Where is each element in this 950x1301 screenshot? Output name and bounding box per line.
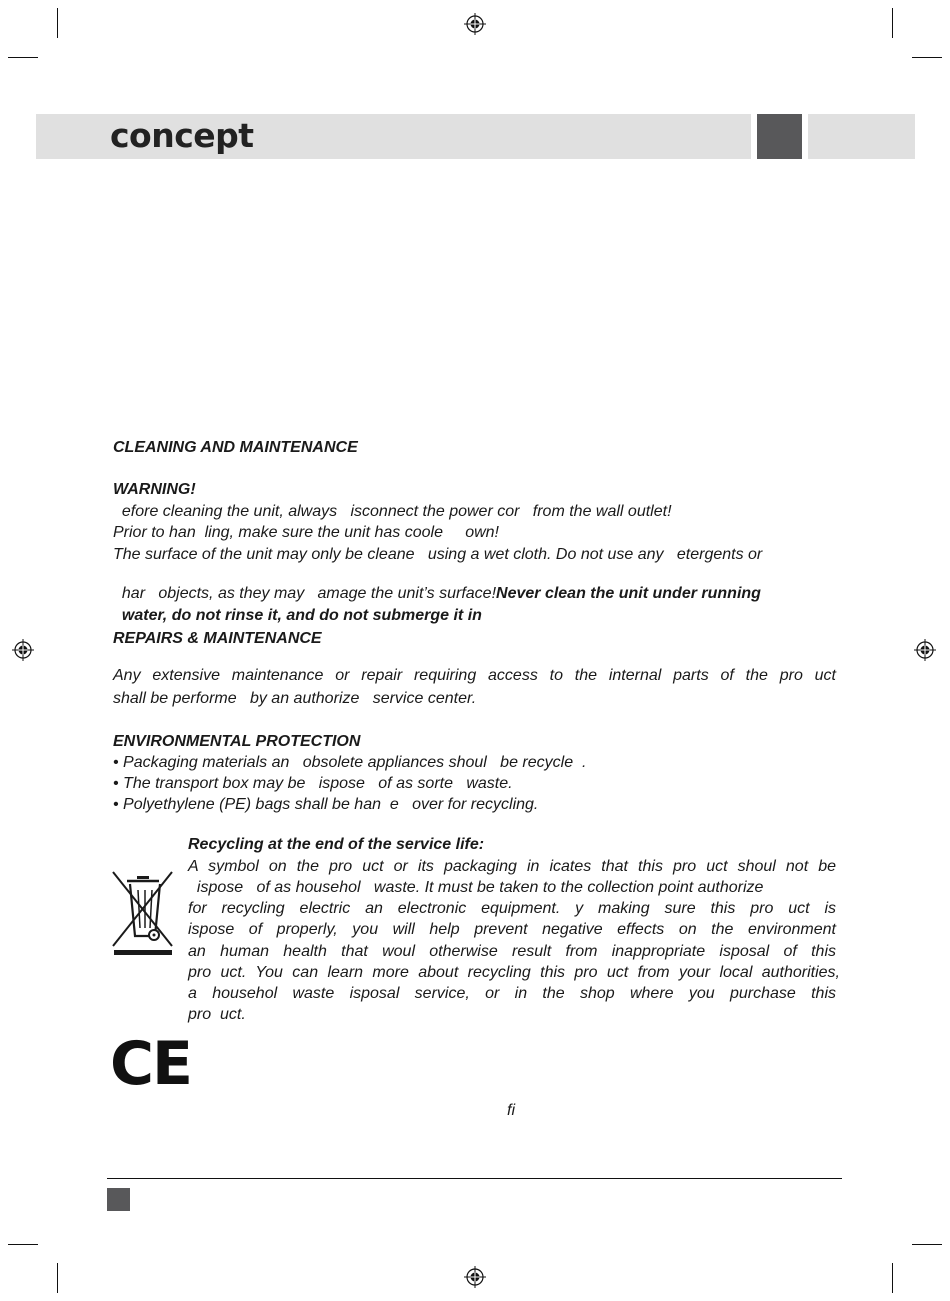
repairs-line: shall be performe by an authorize service center. [113,690,477,707]
recycling-line: A symbol on the pro uct or its packaging in icates that this pro uct shoul not be [188,858,836,875]
crossed-bin-icon [110,870,176,958]
header-accent-block [757,114,802,159]
recycling-line: ispose of as househol waste. It must be taken to the collection point authorize [188,879,764,896]
recycling-title [188,836,484,854]
warning-line: Prior to han ling, make sure the unit has coole own! [113,524,499,541]
crop-mark [57,8,58,38]
warning-line [113,589,482,625]
environment-bullet: • The transport box may be ispose of as sorte waste. [113,775,513,792]
recycling-line: for recycling electric an electronic equipment. y making sure this pro uct is [188,900,836,917]
header-tab-block [808,114,915,159]
section-title-environment: ENVIRONMENTAL PROTECTION [113,733,361,750]
crop-mark [892,8,893,38]
recycling-line: an human health that woul otherwise result from inappropriate isposal of this [188,943,836,960]
recycling-line: a househol waste isposal service, or in the shop where you purchase this [188,985,836,1002]
footnote: fi [507,1102,515,1119]
crop-mark [57,1263,58,1293]
environment-bullet: • Polyethylene (PE) bags shall be han e over for recycling. [113,796,539,813]
ce-mark: CE [110,1029,192,1099]
page-marker [107,1188,130,1211]
crop-mark [892,1263,893,1293]
registration-mark-icon [914,639,936,661]
recycling-line: pro uct. [188,1006,246,1023]
recycling-line: pro uct. You can learn more about recycling this pro uct from your local authorities, [188,964,840,981]
crop-mark [912,1244,942,1245]
brand-logo: concept [110,116,254,155]
warning-emphasis: Never clean the unit under running [496,585,761,602]
footer-rule [107,1178,842,1179]
warning-line: The surface of the unit may only be cleane using a wet cloth. Do not use any etergents or [113,546,763,563]
environment-bullet: • Packaging materials an obsolete appliances shoul be recycle . [113,754,587,771]
section-title-cleaning: CLEANING AND MAINTENANCE [113,439,358,456]
recycling-line: ispose of properly, you will help prevent negative effects on the environment [188,921,836,938]
registration-mark-icon [464,1266,486,1288]
warning-title: WARNING! [113,481,196,498]
crop-mark [912,57,942,58]
registration-mark-icon [12,639,34,661]
registration-mark-icon [464,13,486,35]
warning-text: har objects, as they may amage the unit’s surface! [121,585,497,602]
recycling-title-text: Recycling at the end of the service life: [188,836,485,853]
repairs-line: Any extensive maintenance or repair requiring access to the internal parts of the pro uct [113,667,836,684]
warning-emphasis: water, do not rinse it, and do not submerge it in [121,607,482,624]
section-title-repairs: REPAIRS & MAINTENANCE [113,630,322,647]
crop-mark [8,57,38,58]
crop-mark [8,1244,38,1245]
warning-line: efore cleaning the unit, always isconnect the power cor from the wall outlet! [113,503,672,520]
